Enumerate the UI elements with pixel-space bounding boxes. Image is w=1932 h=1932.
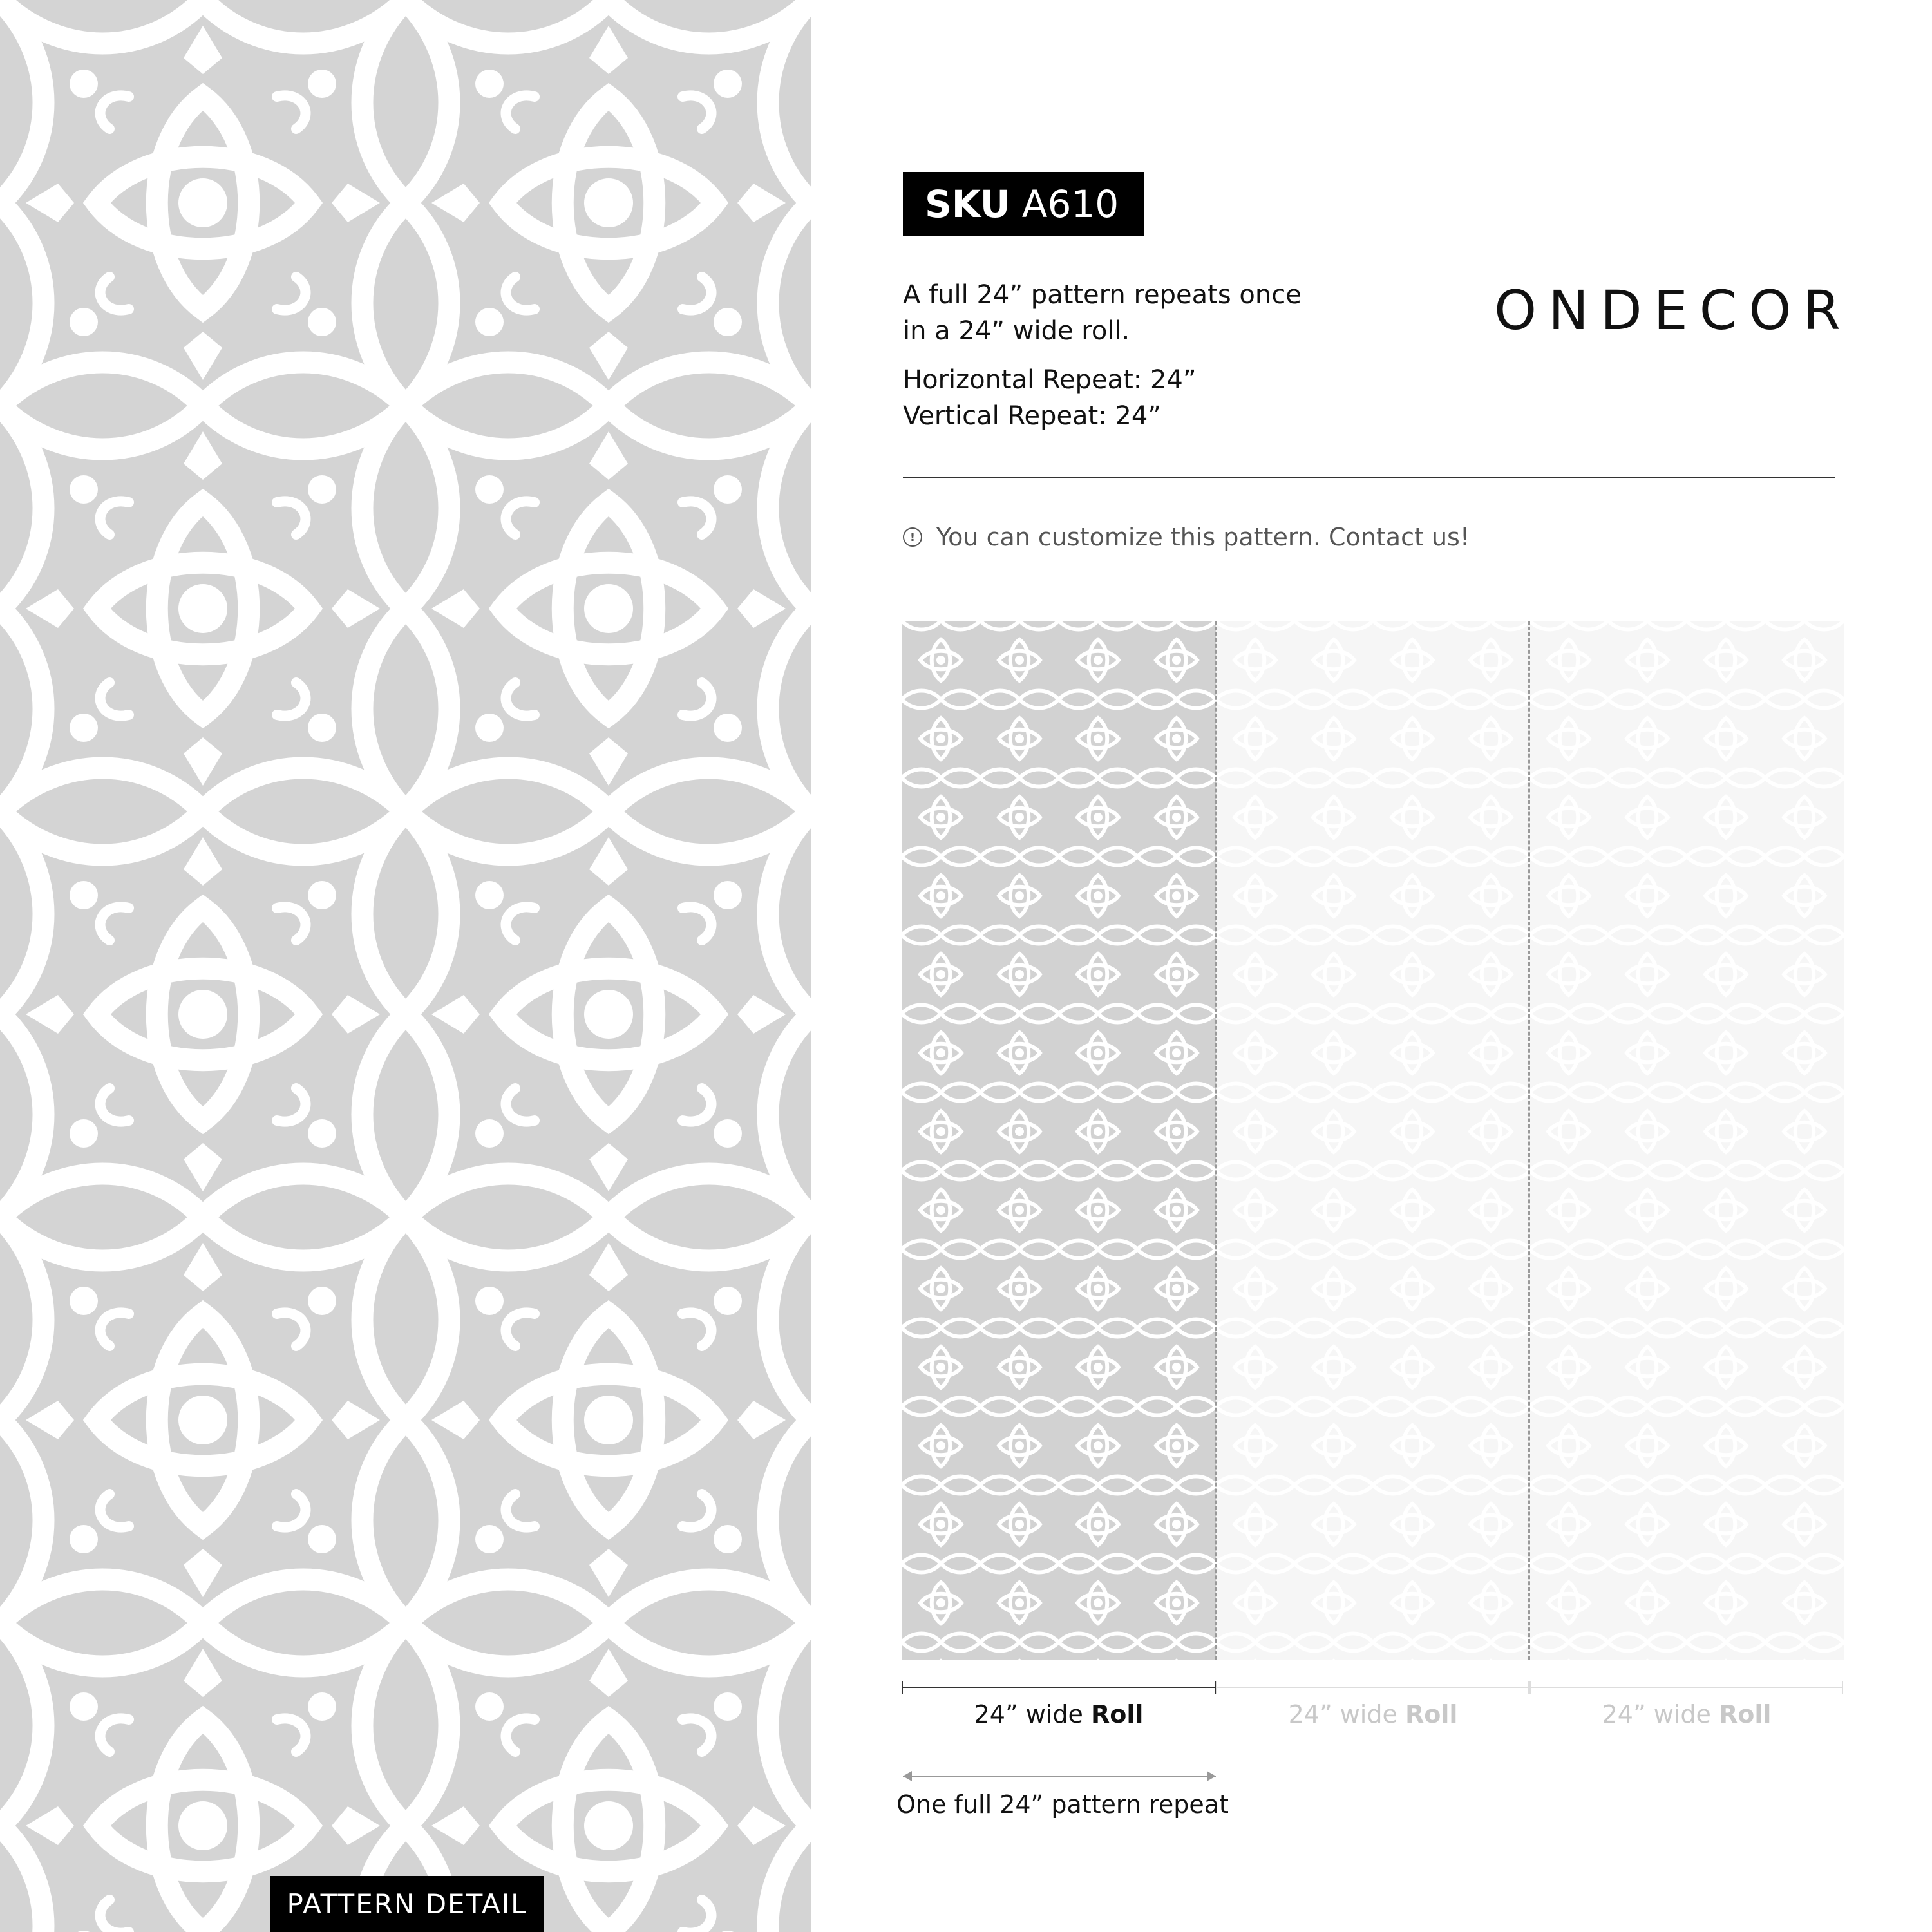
pattern-repeat-label: One full 24” pattern repeat <box>896 1790 1229 1819</box>
pattern-detail-image <box>0 0 811 1932</box>
roll-preview-active <box>902 621 1216 1660</box>
sku-prefix: SKU <box>925 182 1010 226</box>
roll-width-measure <box>1530 1681 1843 1694</box>
horizontal-repeat: Horizontal Repeat: 24” <box>903 365 1197 395</box>
roll-label: 24” wide Roll <box>1602 1700 1772 1728</box>
description-line-1: A full 24” pattern repeats once <box>903 280 1302 310</box>
description-line-2: in a 24” wide roll. <box>903 316 1130 346</box>
divider-rule <box>903 477 1835 478</box>
brand-logo: ONDECOR <box>1494 279 1852 342</box>
sku-code: A610 <box>1021 182 1119 226</box>
customize-note[interactable] <box>903 523 1470 551</box>
customize-note-text: You can customize this pattern. Contact us! <box>936 523 1470 551</box>
roll-seam <box>1528 621 1530 1660</box>
pattern-repeat-arrow <box>903 1771 1216 1781</box>
repeat-description <box>903 277 1367 349</box>
vertical-repeat: Vertical Repeat: 24” <box>903 401 1162 431</box>
damask-pattern-faded <box>1530 621 1844 1660</box>
roll-width-measure <box>1216 1681 1530 1694</box>
roll-label: 24” wide Roll <box>1288 1700 1458 1728</box>
damask-pattern-faded <box>1216 621 1530 1660</box>
pattern-detail-label: PATTERN DETAIL <box>270 1876 544 1932</box>
damask-pattern-small <box>902 621 1216 1660</box>
sku-badge <box>903 172 1144 236</box>
info-icon: ! <box>903 527 922 547</box>
roll-preview-faded <box>1216 621 1530 1660</box>
roll-preview-faded <box>1530 621 1844 1660</box>
damask-pattern-large <box>0 0 811 1932</box>
roll-label: 24” wide Roll <box>974 1700 1144 1728</box>
roll-width-measure <box>902 1681 1216 1694</box>
repeat-dimensions <box>903 362 1367 434</box>
roll-seam <box>1215 621 1217 1660</box>
